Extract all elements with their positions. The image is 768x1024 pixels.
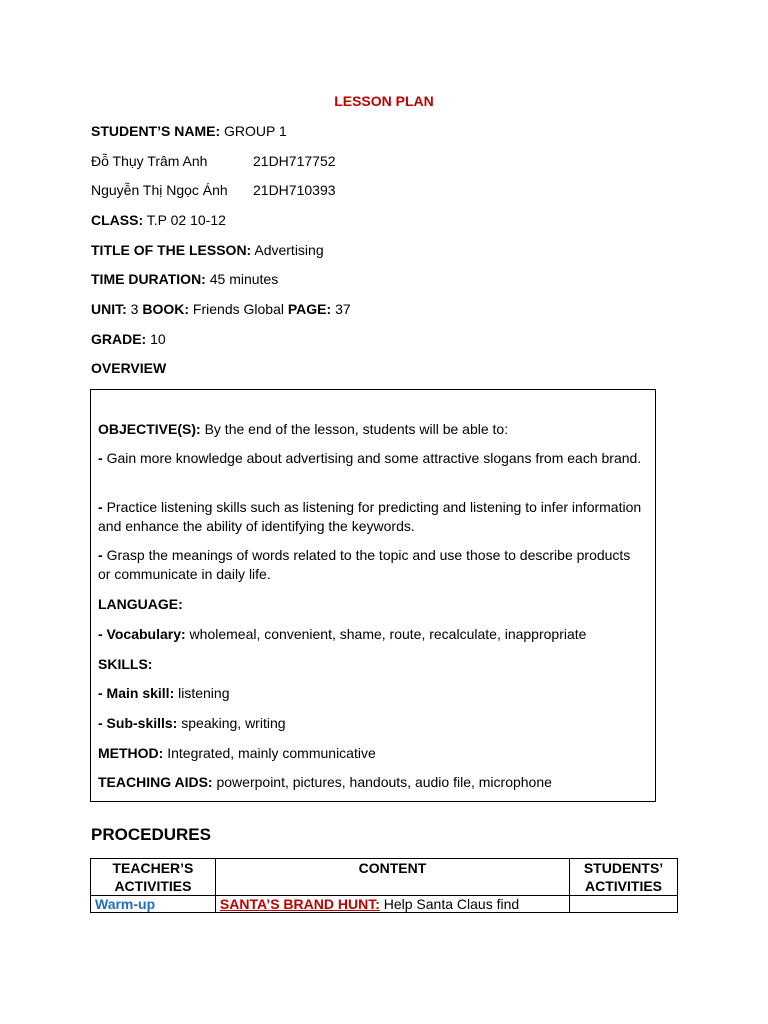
- objectives-line: [98, 420, 643, 439]
- student-name-line: [91, 123, 287, 139]
- unit-line: [91, 301, 351, 317]
- lesson-title-line: [91, 242, 324, 258]
- book-value: Friends Global: [192, 301, 284, 317]
- sub-skills-line: [98, 714, 643, 733]
- language-label: LANGUAGE:: [98, 596, 183, 612]
- class-line: [91, 212, 226, 228]
- page-label: PAGE:: [287, 301, 332, 317]
- column-header-teacher: TEACHER’S ACTIVITIES: [91, 859, 216, 896]
- objective-text: Practice listening skills such as listening for predicting and listening to infer information and enhance the ability of identifying the keywords.: [98, 499, 642, 534]
- table-row: [91, 896, 678, 913]
- bullet: -: [98, 450, 103, 466]
- stage-cell: [91, 896, 216, 913]
- book-label: BOOK:: [142, 301, 190, 317]
- grade-label: GRADE:: [91, 331, 147, 347]
- student-name-label: STUDENT’S NAME:: [91, 123, 221, 139]
- bullet: -: [98, 547, 103, 563]
- bullet: -: [98, 499, 103, 515]
- student-line-2: [91, 182, 336, 198]
- objective-item: [98, 449, 643, 468]
- students-cell: [570, 896, 678, 913]
- page-value: 37: [335, 301, 351, 317]
- objective-item: [98, 546, 643, 584]
- method-line: [98, 744, 643, 763]
- class-label: CLASS:: [91, 212, 144, 228]
- teaching-aids-line: [98, 773, 643, 792]
- objective-text: Grasp the meanings of words related to the topic and use those to describe products or communicate in daily life.: [98, 547, 631, 582]
- student-id: 21DH710393: [253, 182, 336, 198]
- teaching-aids-label: TEACHING AIDS:: [98, 774, 213, 790]
- stage-label: Warm-up: [95, 896, 156, 912]
- vocabulary-line: [98, 625, 643, 644]
- teaching-aids-value: powerpoint, pictures, handouts, audio file, microphone: [216, 774, 552, 790]
- activity-text: Help Santa Claus find: [383, 896, 520, 912]
- objectives-intro: By the end of the lesson, students will be able to:: [204, 421, 509, 437]
- unit-value: 3: [130, 301, 139, 317]
- lesson-title-label: TITLE OF THE LESSON:: [91, 242, 252, 258]
- grade-line: [91, 331, 166, 347]
- duration-value: 45 minutes: [209, 271, 279, 287]
- objective-text: Gain more knowledge about advertising and some attractive slogans from each brand.: [106, 450, 642, 466]
- student-line-1: [91, 153, 336, 169]
- column-header-students: STUDENTS’ ACTIVITIES: [570, 859, 678, 896]
- main-skill-label: - Main skill:: [98, 685, 175, 701]
- duration-line: [91, 271, 278, 287]
- duration-label: TIME DURATION:: [91, 271, 206, 287]
- lesson-title-value: Advertising: [254, 242, 324, 258]
- objective-item: [98, 498, 643, 536]
- method-value: Integrated, mainly communicative: [167, 745, 376, 761]
- table-header-row: [91, 859, 678, 896]
- grade-value: 10: [150, 331, 166, 347]
- overview-box: [90, 389, 656, 802]
- main-skill-value: listening: [178, 685, 230, 701]
- student-name: Đỗ Thụy Trâm Anh: [91, 153, 208, 169]
- student-id: 21DH717752: [253, 153, 336, 169]
- sub-skills-value: speaking, writing: [181, 715, 286, 731]
- objectives-label: OBJECTIVE(S):: [98, 421, 201, 437]
- student-name: Nguyễn Thị Ngọc Ánh: [91, 182, 228, 198]
- main-skill-line: [98, 684, 643, 703]
- vocabulary-value: wholemeal, convenient, shame, route, recalculate, inappropriate: [189, 626, 587, 642]
- document-title: LESSON PLAN: [334, 93, 434, 109]
- unit-label: UNIT:: [91, 301, 127, 317]
- method-label: METHOD:: [98, 745, 164, 761]
- content-cell: [215, 896, 569, 913]
- procedures-table: [90, 858, 678, 913]
- skills-label: SKILLS:: [98, 656, 153, 672]
- activity-title: SANTA’S BRAND HUNT:: [219, 896, 380, 912]
- student-name-value: GROUP 1: [224, 123, 287, 139]
- procedures-heading: PROCEDURES: [91, 825, 211, 844]
- vocabulary-label: - Vocabulary:: [98, 626, 186, 642]
- sub-skills-label: - Sub-skills:: [98, 715, 178, 731]
- class-value: T.P 02 10-12: [146, 212, 226, 228]
- overview-heading: OVERVIEW: [91, 360, 167, 376]
- column-header-content: CONTENT: [215, 859, 569, 896]
